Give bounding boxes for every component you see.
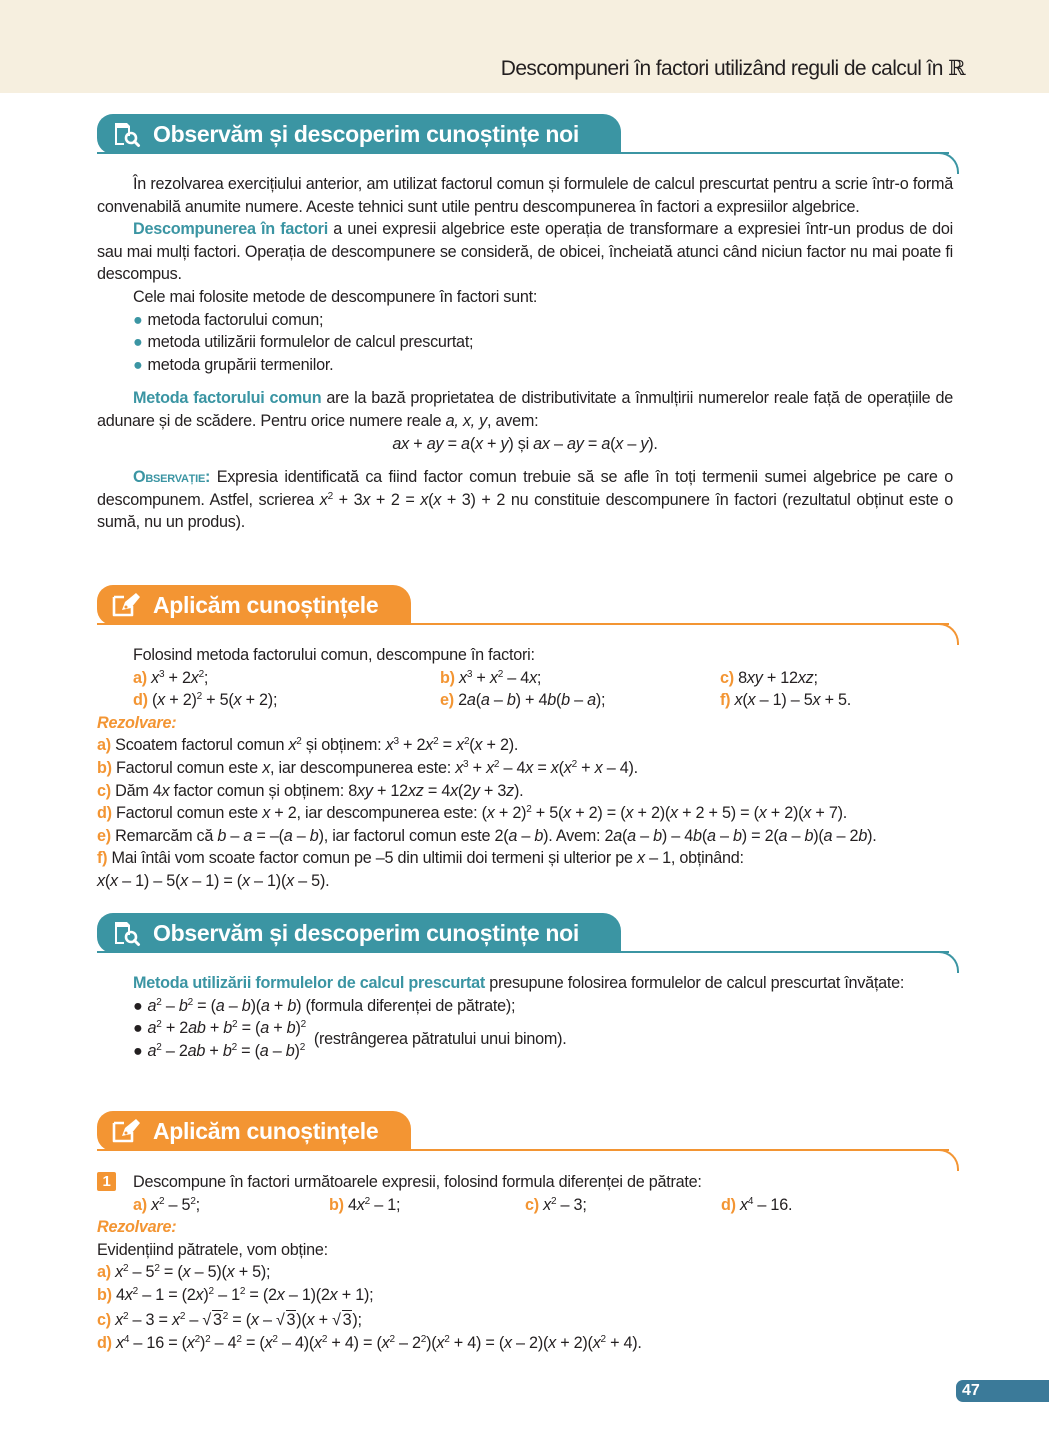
running-head-title: Descompuneri în factori utilizând reguli de calcul în [500,57,943,80]
section-header-apply-1 [97,585,957,637]
definition-term: Descompunerea în factori [133,220,328,239]
book-search-icon [111,120,141,148]
exercise-item: b) $4x^2 - 1$; [329,1195,401,1214]
real-numbers-symbol: ℝ [948,56,965,80]
solution-line: a) Scoatem factorul comun $x^2$ și obținem: $x^3 + 2x^2 = x^2(x + 2)$. [97,736,519,755]
list-item: ● metoda factorului comun; [133,310,324,329]
solution-final-line: x(x – 1) – 5(x – 1) = (x – 1)(x – 5). [97,871,330,890]
section-divider [97,951,949,953]
formulas-method-term: Metoda utilizării formulelor de calcul prescurtat [133,974,486,992]
page-number: 47 [956,1380,1049,1402]
apply-2-body [97,1171,953,1355]
solution-line: b) Factorul comun este x, iar descompunerea este: $x^3 + x^2 - 4x = x(x^2 + x - 4)$. [97,758,638,777]
observation-note: Observație: Expresia identificată ca fiind factor comun trebuie să se afle în toți termenii sumei algebrice pe care o descompunem. Astfel, scrierea $x^2 + 3x + 2 = x(x + 3) + 2$ nu constituie descompunere în factori (rezultatul obținut este o sumă, nu un produs). [97,468,954,532]
section-title: Aplicăm cunoștințele [153,591,379,618]
definition-paragraph: Descompunerea în factori a unei expresii algebrice este operația de transformare a expresiei într-un produs de doi sau mai mulți factori. Operația de descompunere se consideră, de obicei, încheiată atunci când niciun factor nu mai poate fi descompus. [97,220,953,284]
exercise-items-row [97,667,953,690]
list-item: ● metoda utilizării formulelor de calcul prescurtat; [133,333,474,352]
section-divider [97,152,949,154]
exercise-item: e) 2a(a – b) + 4b(b – a); [440,691,606,710]
exercise-items-row [97,1194,953,1217]
section-title: Observăm și descoperim cunoștințe noi [153,919,580,946]
solution-line: c) Dăm 4x factor comun și obținem: 8xy + 12xz = 4x(2y + 3z). [97,781,524,800]
section-title: Observăm și descoperim cunoștințe noi [153,120,580,147]
section-header-apply-2 [97,1111,957,1163]
exercise-item: f) x(x – 1) – 5x + 5. [720,691,852,710]
exercise-item: c) 8xy + 12xz; [720,668,818,687]
section-divider-curve [937,623,959,645]
formula-item: ● $a^2 + 2ab + b^2 = (a + b)^2$ [133,1019,306,1038]
section-divider-curve [937,1149,959,1171]
exercise-prompt: 1 Descompune în factori următoarele expresii, folosind formula diferenței de pătrate: [97,1171,953,1194]
distributivity-formula: ax + ay = a(x + y) și ax – ay = a(x – y). [392,434,658,453]
exercise-items-row [97,689,953,712]
formulas-paragraph: Metoda utilizării formulelor de calcul prescurtat presupune folosirea formulelor de calcul prescurtat învățate: [133,974,905,992]
bullet-icon: ● [133,333,143,352]
binomial-square-note: (restrângerea pătratului unui binom). [313,1030,567,1049]
exercise-item: d) $x^4 - 16$. [721,1195,793,1214]
solution-intro: Evidențiind pătratele, vom obține: [97,1240,328,1259]
section-divider-curve [937,152,959,174]
bullet-icon: ● [133,1019,143,1038]
pen-edit-icon [111,1117,141,1145]
running-head [501,56,965,81]
exercise-item: a) $x^3 + 2x^2$; [133,668,209,687]
section-header-observe-2 [97,913,957,965]
exercise-item: b) $x^3 + x^2 - 4x$; [440,668,542,687]
section-divider-curve [937,951,959,973]
observe-2-body [97,972,953,1062]
solution-line: b) $4x^2 - 1 = (2x)^2 - 1^2 = (2x - 1)(2x + 1)$; [97,1285,374,1304]
exercise-item: c) $x^2 - 3$; [525,1195,587,1214]
binomial-square-formulas [97,1017,953,1062]
section-divider [97,623,949,625]
solution-line: c) $x^2 - 3 = x^2$ – √ $3^2 = (x$ – √ 3)(x + √ 3); [97,1310,362,1329]
bullet-icon: ● [133,1041,143,1060]
solution-line: f) Mai întâi vom scoate factor comun pe –5 din ultimii doi termeni și ulterior pe x – 1, obținând: [97,849,744,868]
book-search-icon [111,919,141,947]
common-factor-term: Metoda factorului comun [133,389,322,408]
exercise-item: a) $x^2 - 5^2$; [133,1195,200,1214]
section-divider [97,1149,949,1151]
methods-list [97,309,953,377]
formula-item: ● $a^2 - 2ab + b^2 = (a - b)^2$ [133,1041,305,1060]
solution-line: d) Factorul comun este x + 2, iar descompunerea este: $(x + 2)^2 + 5(x + 2) = (x + 2)(x + 2 + 5) = (x + 2)(x + 7)$. [97,804,847,823]
exercise-prompt: Folosind metoda factorului comun, descompune în factori: [133,646,535,664]
solution-line: d) $x^4 - 16 = (x^2)^2 - 4^2 = (x^2 - 4)(x^2 + 4) = (x^2 - 2^2)(x^2 + 4) = (x - 2)(x + 2)(x^2 + 4)$. [97,1334,642,1353]
common-factor-paragraph: Metoda factorului comun are la bază proprietatea de distributivitate a înmulțirii numerelor reale față de operațiile de adunare și de scădere. Pentru orice numere reale a, x, y, avem: [97,389,953,430]
solution-label: Rezolvare: [97,1218,177,1237]
observation-label: Observație: [133,468,211,487]
bullet-icon: ● [133,310,143,329]
pen-edit-icon [111,591,141,619]
solution-line: e) Remarcăm că b – a = –(a – b), iar factorul comun este 2(a – b). Avem: 2a(a – b) – 4b(a – b) = 2(a – b)(a – 2b). [97,826,877,845]
methods-intro: Cele mai folosite metode de descompunere în factori sunt: [133,287,538,306]
intro-paragraph: În rezolvarea exercițiului anterior, am utilizat factorul comun și formulele de calcul prescurtat pentru a scrie într-o formă convenabilă anumite numere. Aceste tehnici sunt utile pentru descompunerea în factori a expresiilor algebrice. [97,175,953,216]
observe-1-body [97,173,953,534]
bullet-icon: ● [133,996,143,1015]
exercise-item: d) $(x + 2)^2 + 5(x + 2)$; [133,691,278,710]
exercise-number-badge: 1 [97,1172,116,1191]
formula-item: ● $a^2 - b^2 = (a - b)(a + b)$ (formula diferenței de pătrate); [133,996,516,1015]
section-title: Aplicăm cunoștințele [153,1117,379,1144]
solution-line: a) $x^2 - 5^2 = (x - 5)(x + 5)$; [97,1263,271,1282]
bullet-icon: ● [133,355,143,374]
section-header-observe-1 [97,114,957,166]
list-item: ● metoda grupării termenilor. [133,355,334,374]
solution-label: Rezolvare: [97,713,177,732]
apply-1-body [97,644,953,893]
